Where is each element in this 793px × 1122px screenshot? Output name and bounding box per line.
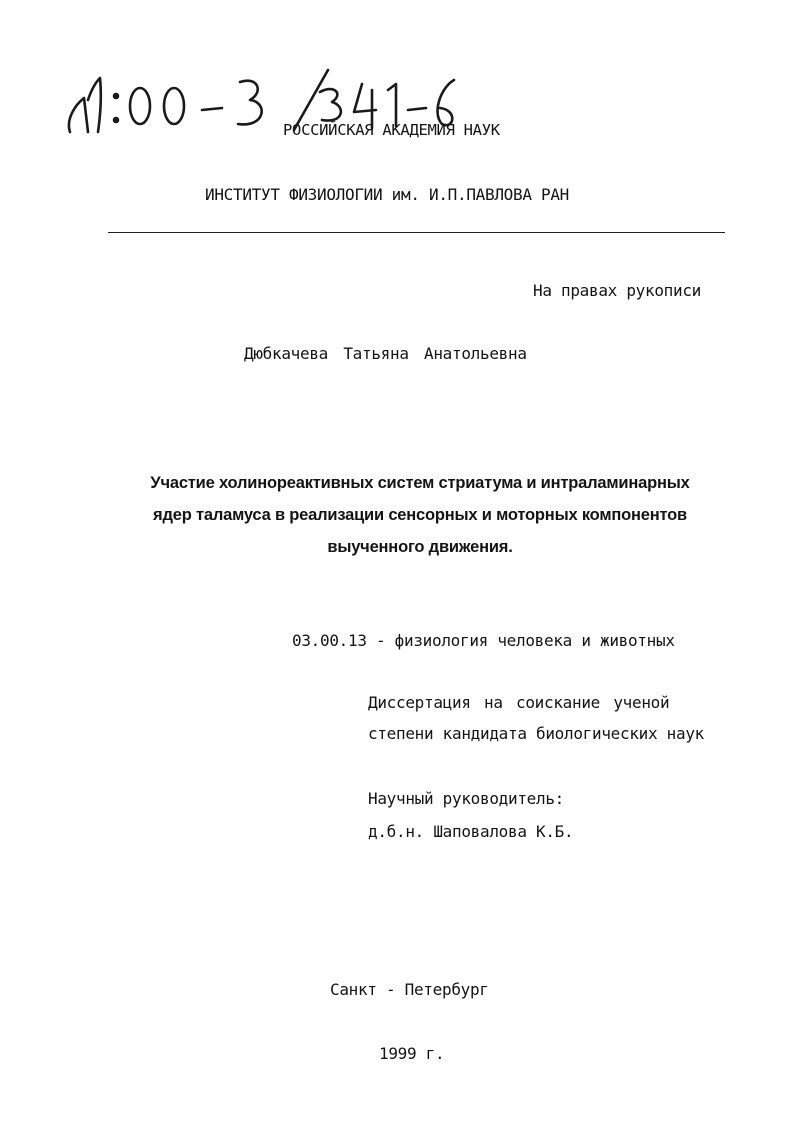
header-divider [108, 232, 725, 233]
manuscript-rights-note: На правах рукописи [533, 281, 701, 300]
institute-name: ИНСТИТУТ ФИЗИОЛОГИИ им. И.П.ПАВЛОВА РАН [205, 185, 569, 204]
academy-name: РОССИЙСКАЯ АКАДЕМИЯ НАУК [283, 121, 500, 139]
year: 1999 г. [379, 1044, 445, 1063]
title-line: ядер таламуса в реализации сенсорных и моторных компонентов [153, 506, 687, 524]
title-line: Участие холинореактивных систем стриатума и интраламинарных [150, 474, 690, 492]
dissertation-statement-line-2: степени кандидата биологических наук [368, 724, 704, 743]
city: Санкт - Петербург [330, 980, 489, 999]
dissertation-title [100, 467, 740, 563]
dissertation-statement-line-1: Диссертация на соискание ученой [368, 693, 670, 712]
supervisor-name: д.б.н. Шаповалова К.Б. [368, 822, 574, 841]
author-name: Дюбкачева Татьяна Анатольевна [244, 344, 527, 363]
supervisor-label: Научный руководитель: [368, 789, 564, 808]
specialty-code: 03.00.13 - физиология человека и животных [292, 631, 675, 650]
title-line: выученного движения. [327, 538, 513, 556]
